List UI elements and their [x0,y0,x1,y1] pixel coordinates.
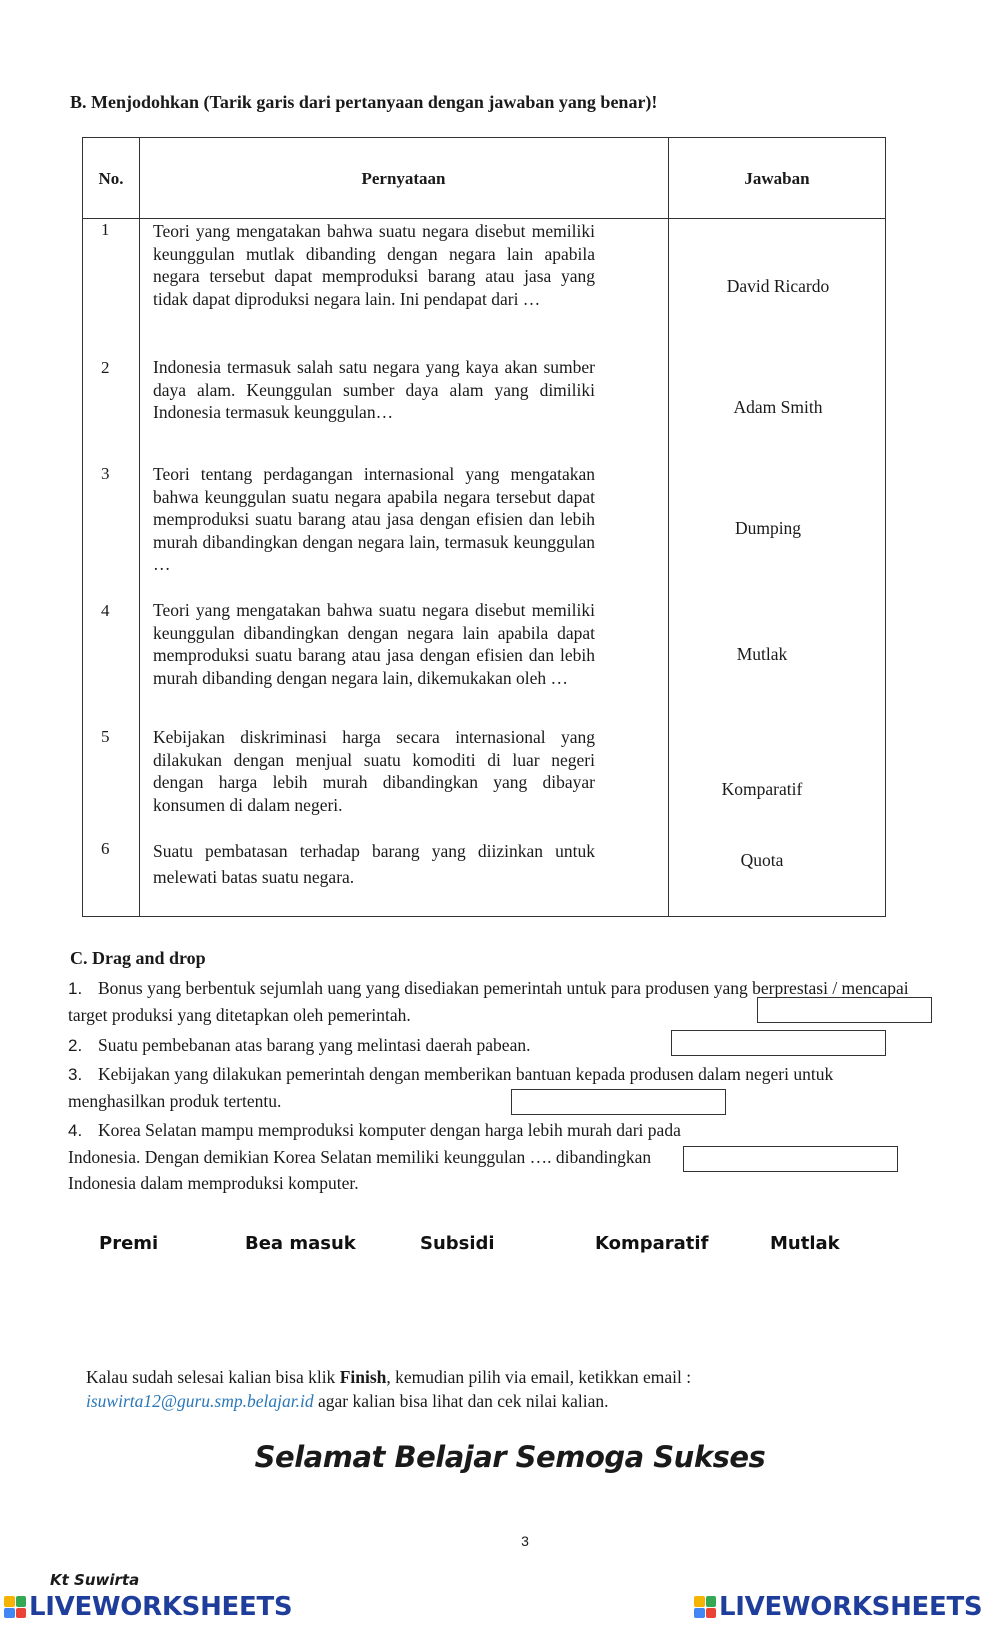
drop-box-2[interactable] [671,1030,886,1056]
statement-text[interactable]: Indonesia termasuk salah satu negara yang kaya akan sumber daya alam. Keunggulan sumber daya alam yang dimiliki Indonesia termasuk keunggulan… [153,357,595,422]
teacher-email: isuwirta12@guru.smp.belajar.id [86,1391,314,1411]
row-number: 4 [101,601,110,620]
finish-keyword: Finish [339,1367,387,1387]
row-number: 2 [101,358,110,377]
drop-box-4[interactable] [683,1146,898,1172]
statement-text[interactable]: Kebijakan diskriminasi harga secara internasional yang dilakukan dengan menjual suatu komoditi di luar negeri dengan harga lebih murah dibandingkan yang dibayar konsumen di dalam negeri. [153,727,595,815]
question-text: Korea Selatan mampu memproduksi komputer dengan harga lebih murah dari pada Indonesia. Dengan demikian Korea Selatan memiliki keunggulan …. dibandingkan Indonesia dalam memproduksi komputer. [68,1120,681,1193]
header-no: No. [98,169,124,188]
drag-option-subsidi[interactable]: Subsidi [420,1233,495,1254]
answer-option[interactable]: Komparatif [721,779,803,799]
note-text: , kemudian pilih via email, ketikkan email : [386,1367,692,1387]
row-number: 3 [101,464,110,483]
liveworksheets-logo-right [694,1591,982,1623]
note-text: Kalau sudah selesai kalian bisa klik [86,1367,340,1387]
row-number: 1 [101,220,110,239]
question-text: Suatu pembebanan atas barang yang melintasi daerah pabean. [98,1035,531,1055]
drag-option-premi[interactable]: Premi [99,1233,159,1254]
statement-text[interactable]: Teori yang mengatakan bahwa suatu negara disebut memiliki keunggulan dibandingkan dengan negara lain apabila dapat memproduksi suatu barang atau jasa dengan efisien dan lebih murah dibanding dengan negara lain, dikemukakan oleh … [153,600,595,688]
drag-option-bea-masuk[interactable]: Bea masuk [245,1233,356,1254]
brand-name: LIVEWORKSHEETS [29,1592,293,1622]
question-number: 3. [68,1065,83,1084]
question-number: 2. [68,1036,83,1055]
drop-box-1[interactable] [757,997,932,1023]
liveworksheets-logo-left [4,1591,292,1623]
brand-name: LIVEWORKSHEETS [719,1592,983,1622]
table-header-divider [83,218,885,219]
answer-option[interactable]: Quota [740,850,784,870]
closing-message: Selamat Belajar Semoga Sukses [254,1440,766,1474]
matching-table [82,137,886,917]
liveworksheets-icon [4,1596,26,1618]
liveworksheets-icon [694,1596,716,1618]
answer-option[interactable]: Dumping [734,518,802,538]
header-statement: Pernyataan [361,169,446,188]
answer-option[interactable]: Mutlak [736,644,788,664]
question-item [68,1117,708,1196]
author-name: Kt Suwirta [50,1571,140,1589]
drag-option-komparatif[interactable]: Komparatif [595,1233,709,1254]
drop-box-3[interactable] [511,1089,726,1115]
header-answer: Jawaban [744,169,810,188]
drag-option-mutlak[interactable]: Mutlak [770,1233,840,1254]
section-c-title: C. Drag and drop [70,948,206,968]
table-divider [139,138,140,916]
statement-text[interactable]: Teori yang mengatakan bahwa suatu negara disebut memiliki keunggulan mutlak dibanding dengan negara lain apabila negara tersebut dapat memproduksi barang atau jasa yang tidak dapat diproduksi negara lain. Ini pendapat dari … [153,221,595,309]
statement-text[interactable]: Teori tentang perdagangan internasional yang mengatakan bahwa keunggulan suatu negara apabila negara tersebut dapat memproduksi suatu barang atau jasa dengan efisien dan lebih murah dibandingkan dengan negara lain, termasuk keunggulan … [153,464,595,574]
answer-option[interactable]: David Ricardo [726,276,830,296]
question-item [68,1061,918,1114]
row-number: 6 [101,839,110,858]
statement-text[interactable]: Suatu pembatasan terhadap barang yang diizinkan untuk melewati batas suatu negara. [153,841,595,887]
answer-option[interactable]: Adam Smith [733,397,823,417]
row-number: 5 [101,727,110,746]
page-number: 3 [521,1533,529,1549]
note-text: agar kalian bisa lihat dan cek nilai kalian. [313,1391,609,1411]
section-b-title: B. Menjodohkan (Tarik garis dari pertanyaan dengan jawaban yang benar)! [70,92,658,112]
question-text: Bonus yang berbentuk sejumlah uang yang disediakan pemerintah untuk para produsen yang berprestasi / mencapai target produksi yang ditetapkan oleh pemerintah. [68,978,909,1025]
question-number: 1. [68,979,83,998]
question-text: Kebijakan yang dilakukan pemerintah dengan memberikan bantuan kepada produsen dalam negeri untuk menghasilkan produk tertentu. [68,1064,834,1111]
question-number: 4. [68,1121,83,1140]
instruction-note [86,1365,906,1413]
